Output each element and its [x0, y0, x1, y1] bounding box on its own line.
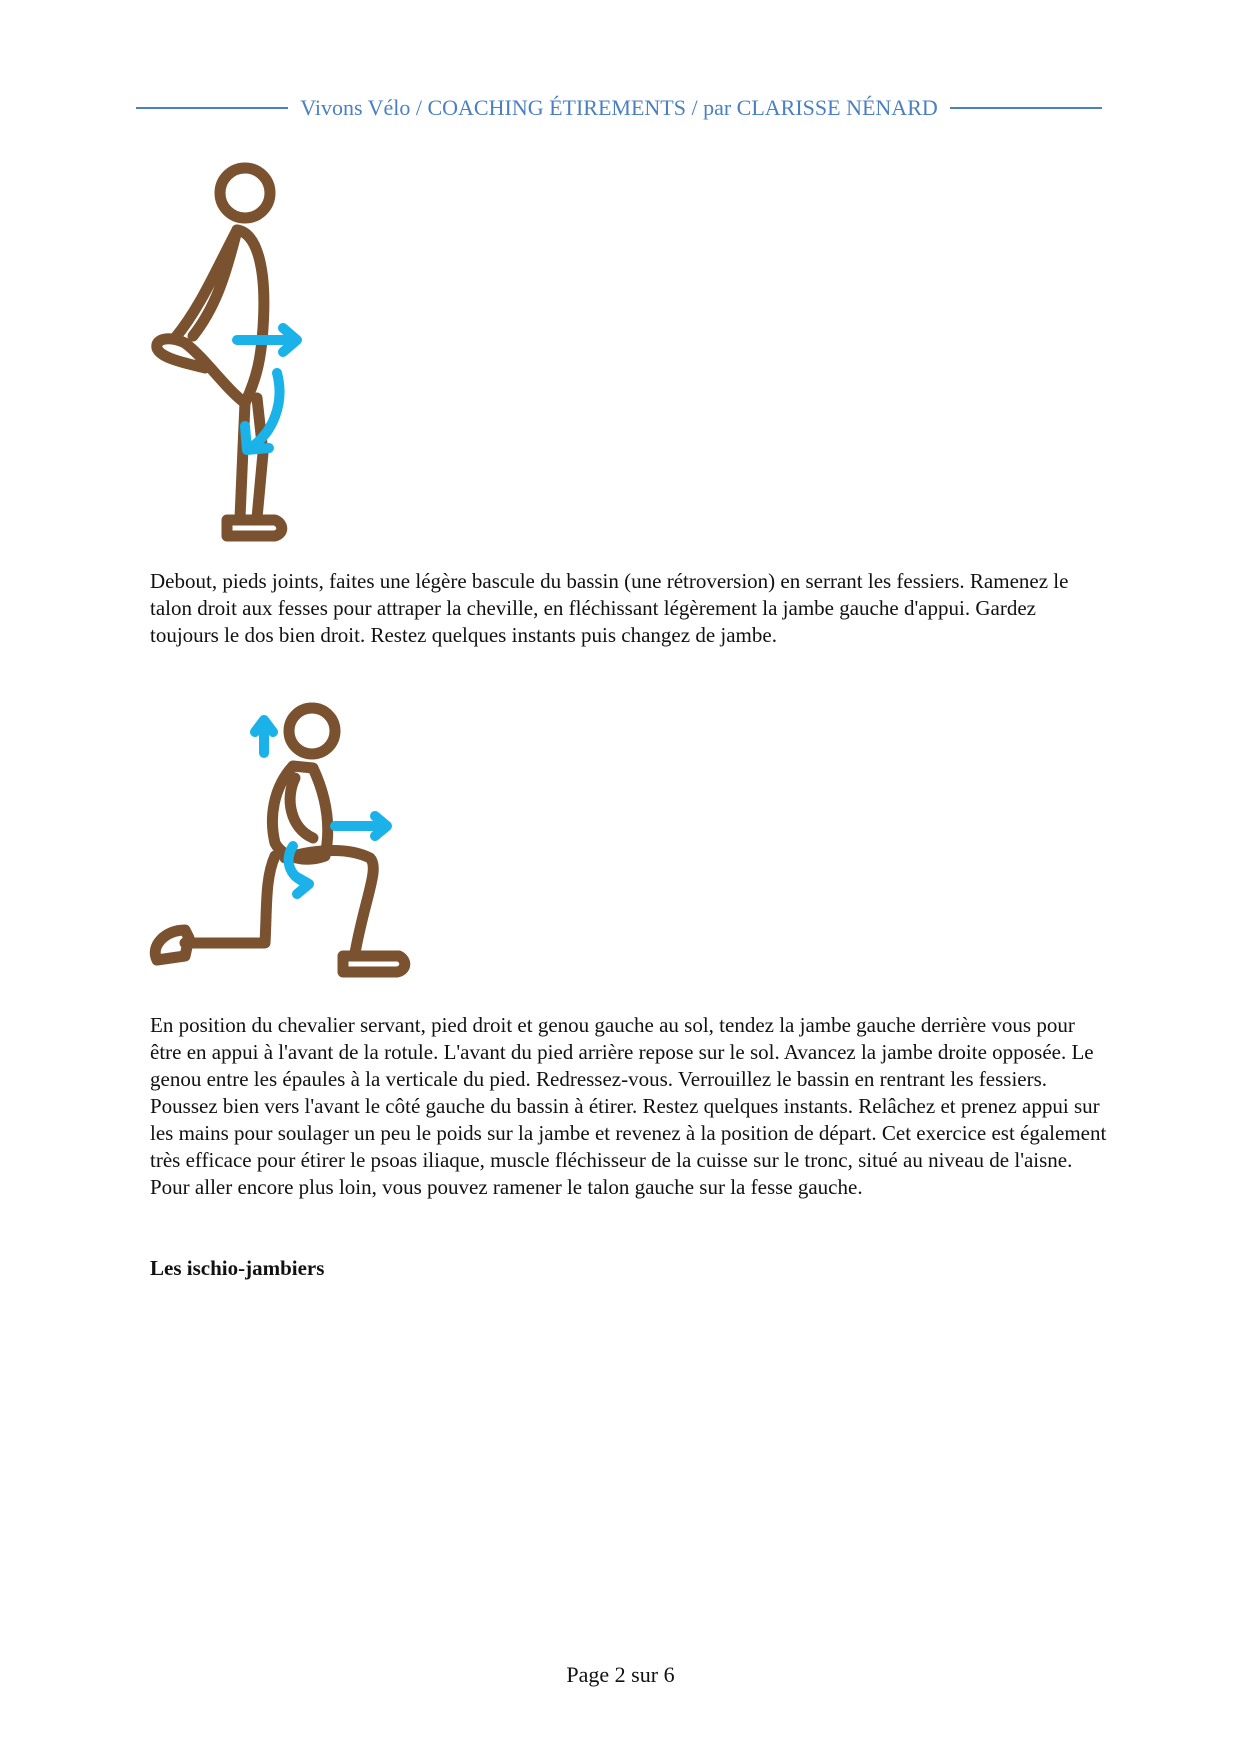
- figure-shoe: [227, 520, 282, 536]
- page-number: Page 2 sur 6: [566, 1662, 675, 1687]
- figure-head: [289, 708, 335, 754]
- header-title: Vivons Vélo / COACHING ÉTIREMENTS / par CLARISSE NÉNARD: [300, 95, 938, 120]
- figure-front-shoe: [343, 956, 405, 972]
- figure-head: [220, 168, 270, 218]
- kneeling-lunge-stretch-figure: [145, 698, 420, 983]
- figure-front-leg: [285, 851, 373, 954]
- figure-rear-leg: [185, 856, 275, 943]
- figure-standing-leg: [240, 398, 263, 518]
- standing-quad-stretch-figure: [145, 158, 315, 543]
- kneeling-lunge-stretch-icon: [145, 698, 420, 983]
- page-header: [136, 88, 1102, 128]
- paragraph-standing-stretch: Debout, pieds joints, faites une légère bascule du bassin (une rétroversion) en serrant les fessiers. Ramenez le talon droit aux fesses pour attraper la cheville, en fléchissant légèrement la jambe gauche d'appui. Gardez toujours le dos bien droit. Restez quelques instants puis changez de jambe.: [150, 569, 1069, 647]
- header-rule-left: [136, 107, 288, 109]
- paragraph-kneeling-stretch: En position du chevalier servant, pied droit et genou gauche au sol, tendez la jambe gauche derrière vous pour être en appui à l'avant de la rotule. L'avant du pied arrière repose sur le sol. Avancez la jambe droite opposée. Le genou entre les épaules à la verticale du pied. Redressez-vous. Verrouillez le bassin en rentrant les fessiers. Poussez bien vers l'avant le côté gauche du bassin à étirer. Restez quelques instants. Relâchez et prenez appui sur les mains pour soulager un peu le poids sur la jambe et revenez à la position de départ. Cet exercice est également très efficace pour étirer le psoas iliaque, muscle fléchisseur de la cuisse sur le tronc, situé au niveau de l'aisne. Pour aller encore plus loin, vous pouvez ramener le talon gauche sur la fesse gauche.: [150, 1013, 1107, 1199]
- section-heading: Les ischio-jambiers: [150, 1256, 325, 1280]
- figure-back-shoe: [155, 930, 189, 960]
- standing-quad-stretch-icon: [145, 158, 315, 543]
- header-rule-right: [950, 107, 1102, 109]
